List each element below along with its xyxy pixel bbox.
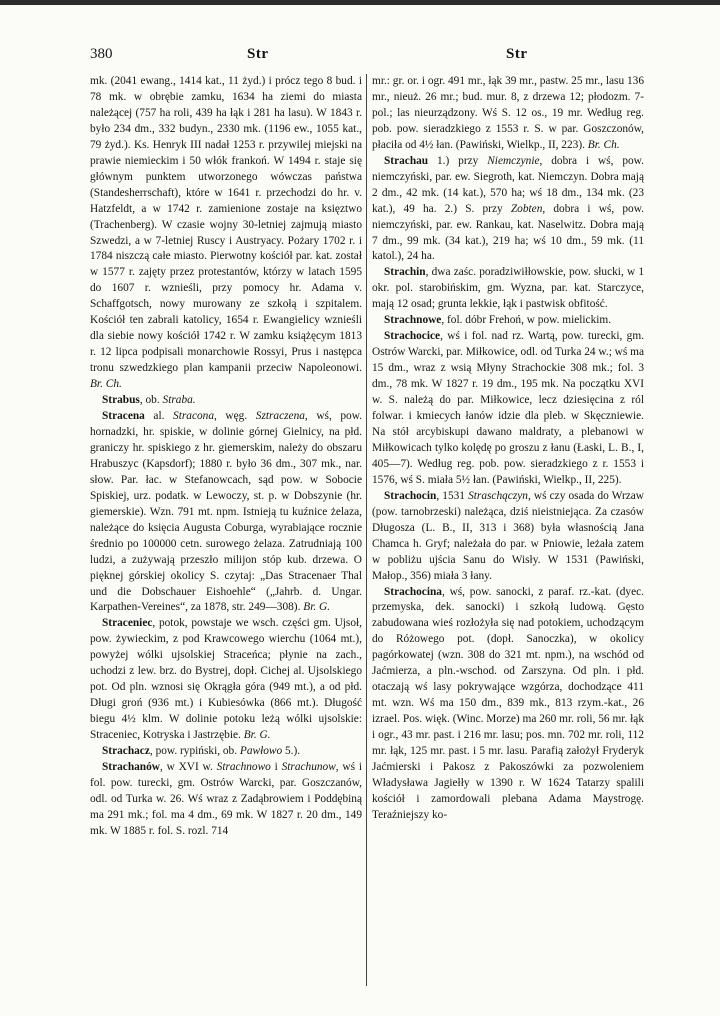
entry-strachocin [372, 489, 644, 585]
headword: Stracena [102, 410, 145, 423]
entry-text: , pow. rypiński, ob. [149, 745, 238, 758]
entry-italic: Sztraczena [255, 410, 305, 423]
entry-text: , dwa zaśc. poradziwiłłowskie, pow. słucki, w 1 okr. pol. starobińskim, gm. Wyzna, par. kat. Starczyce, mają 12 osad; grunta lekkie, łąk i pastwisk obfitość. [372, 266, 644, 311]
entry-strachacz [90, 744, 362, 760]
headword: Strachnowe [384, 314, 442, 327]
entry-text: , dobra i wś, pow. niemczyński, par. ew. Rankau, kat. Naselwitz. Dobra mają 7 dm., 99 mk. (34 kat.), 219 ha; wś 10 dm., 59 mk. (11 katol.), 24 ha. [372, 202, 644, 263]
entry-strachocina [372, 585, 644, 824]
author-signature: Br. G. [243, 729, 271, 742]
headword: Strachin [384, 266, 426, 279]
headword: Strachanów [102, 760, 160, 773]
entry-text: , w XVI w. [159, 760, 213, 773]
entry-text: al. [144, 410, 165, 423]
entry-text: i [270, 760, 278, 773]
headword: Strachocina [384, 585, 442, 598]
entry-strachau [372, 154, 644, 266]
entry-strachocice [372, 329, 644, 489]
entry-strabus [90, 393, 362, 409]
entry-text: , potok, powstaje we wsch. części gm. Ujsoł, pow. żywieckim, z pod Krawcowego wierchu (1064 mt.), powyżej wólki ujsolskiej Straceńca; płynie na zach., uchodzi z lew. brz. do Bystrej, dopł. Cichej al. Ujsolskiego pot. Od pln. wznosi się Okrągła góra (949 mt.), a od płd. Długi groń (936 mt.) i Kubiesówka (866 mt.). Długość biegu 4½ klm. W dolinie potoku leżą wólki ujsolskie: Straceniec, Kotryska i Jastrzębie. [90, 617, 362, 742]
entry-italic: Strachunow [281, 760, 336, 773]
column-divider [366, 74, 367, 986]
entry-italic: Pawłowo [239, 745, 283, 758]
entry-text: mk. (2041 ewang., 1414 kat., 11 żyd.) i prócz tego 8 bud. i 78 mk. w obrębie zamku, 1634 ha ziemi do miasta należącej (757 ha roli, 439 ha łąk i 281 ha lasu). W 1843 r. było 234 dm., 332 budyn., 2330 mk. (1196 ew., 1055 kat., 79 żyd.). Ks. Henryk III nadał 1253 r. przywilej miejski na prawie niemieckim i 50 włók frankoń. W 1494 r. staje się głównym punktem utworzonego wówczas państwa (Standesherrschaft), które w 1641 r. przechodzi do hr. v. Hatzfeldt, a w 1742 r. zamienione zostaje na księztwo (Trachenberg). W czasie wojny 30-letniej zajmują miasto Szwedzi, a w 7-letniej Ruscy i Austryacy. Pożary 1702 r. i 1784 niszczą całe miasto. Pierwotny kościół par. kat. został w 1577 r. zajęty przez protestantów, którzy w latach 1595 do 1607 r. wznieśli, przy pomocy hr. Adama v. Schaffgotsch, nowy murowany ze szkołą i szpitalem. Kościół ten zabrali katolicy, 1654 r. Ewangielicy wznieśli dla siebie nowy kościół 1742 r. W zamku książęcym 1813 r. 12 lipca podpisali monarchowie Rossyi, Prus i następca tronu szwedzkiego plan kampanii przeciw Napoleonowi. [90, 75, 362, 375]
entry-italic: Zobten [510, 202, 543, 215]
entry-text: , fol. dóbr Frehoń, w pow. mielickim. [441, 314, 612, 327]
headword: Strachocin [384, 489, 437, 502]
headword: Straceniec [102, 617, 153, 630]
page-number: 380 [90, 46, 113, 62]
entry-text: 5.). [282, 745, 301, 758]
author-signature: Br. Ch. [90, 378, 122, 391]
entry-italic: Stracona [173, 410, 215, 423]
author-signature: Br. Ch. [587, 138, 620, 151]
entry-stracena [90, 409, 362, 616]
entry-text: , wś i fol. pow. turecki, gm. Ostrów Warcki, par. Goszczanów, odl. od Turka w. 26. Wś wraz z Zadąbrowiem i Poddębiną ma 291 mk.; fol. ma 4 dm., 69 mk. W 1827 r. 20 dm., 149 mk. W 1885 r. fol. S. rozl. 714 [90, 760, 362, 837]
right-column [372, 74, 644, 824]
headword: Strachau [384, 154, 429, 167]
entry-straceniec [90, 616, 362, 744]
entry-strachin [372, 265, 644, 313]
entry-italic: Strachnowo [216, 760, 271, 773]
running-head-left: Str [247, 46, 269, 62]
headword: Strachocice [384, 330, 441, 343]
entry-text: mr.: gr. or. i ogr. 491 mr., łąk 39 mr., pastw. 25 mr., lasu 136 mr., nieuż. 26 mr.; bud. mur. 8, z drzewa 12; płodozm. 7-pol.; las nieurządzony. Wś S. 12 os., 19 mr. Według reg. pob. pow. sieradzkiego z 1553 r. S. w par. Goszczonów, płaciła od 4½ łan. (Pawiński, Wielkp., II, 223). [372, 75, 644, 151]
entry-text: , wś, pow. sanocki, z paraf. rz.-kat. (dyec. przemyska, dek. sanocki) i szkołą ludową. Gęsto zabudowana wieś rozłożyła się nad potokiem, uchodzącym do Różowego pot. (dopł. Sanoczka), w okolicy pagórkowatej (wzn. 308 do 321 mt. npm.), na wschód od Jaćmierza, a pln.-wschod. od Zarszyna. Od pln. i płd. otaczają wś lasy pokrywające wzgórza, dochodzące 411 mt. wzn. Wś ma 150 dm., 839 mk., 813 rzym.-kat., 26 izrael. Pos. więk. (Winc. Morze) ma 260 mr. roli, 56 mr. łąk i ogr., 43 mr. past. i 216 mr. lasu; pos. mn. 702 mr. roli, 112 mr. łąk, 125 mr. past. i 5 mr. lasu. Parafią założył Fryderyk Jaćmierski i Pakosz z Pakoszówki za pozwoleniem Władysława Jagiełły w 1390 r. W 1624 Tatarzy spalili kościół i zamordowali plebana Adama Maystrogę. Teraźniejszy ko- [372, 585, 644, 821]
entry-text: , 1531 [436, 489, 465, 502]
entry-italic: Straba. [162, 394, 196, 407]
headword: Strachacz [102, 745, 150, 758]
left-column [90, 74, 362, 840]
entry-text: , wś czy osada do Wrzaw (pow. tarnobrzeski) należąca, dziś nieistniejąca. Za czasów Długosza (L. B., II, 313 i 368) była własnością Jana Chamca h. Gryf; należała do par. w Pniowie, leżała zatem w pobliżu ujścia Sanu do Wisły. W 1531 (Pawiński, Małop., 356) miała 3 łany. [372, 489, 645, 582]
entry-text: , dobra i wś, pow. niemczyński, par. ew. Siegroth, kat. Niemczyn. Dobra mają 2 dm., 42 mk. (14 kat.), 570 ha; wś 18 dm., 134 mk. (23 kat.), 49 ha. 2.) S. przy [372, 154, 644, 215]
entry-text: 1.) przy [428, 154, 479, 167]
page-header [0, 46, 720, 66]
entry-text: , ob. [139, 394, 160, 407]
page-top-border [0, 0, 720, 5]
entry-strachanow-continued [90, 74, 362, 393]
entry-strachnowe [372, 313, 644, 329]
entry-text: , wś, pow. hornadzki, hr. spiskie, w dolinie górnej Gielnicy, na płd. graniczy hr. spiskiego z hr. giemerskim, należy do obszaru Hrabuszyc (Kapsdorf); 1880 r. było 36 dm., 307 mk., nar. słow. Par. łac. w Stefanowcach, sąd pow. w Sobocie Spiskiej, urz. podatk. w Lewoczy, st. p. w Dobszynie (hr. giemerskie). Wzn. 791 mt. npm. Istnieją tu kuźnice żelaza, należące do księcia Augusta Coburga, wyrabiające rocznie średnio po 100000 cetn. surowego żelaza. Zatrudniają 100 ludzi, a zużywają przeszło milijon stóp kub. drzewa. O pięknej górskiej okolicy S. czytaj: „Das Stracenaer Thal und die Dobschauer Eishoehle“ („Jahrb. d. Ungar. Karpathen-Vereines“, za 1878, str. 249—308). [90, 410, 362, 614]
author-signature: Br. G. [303, 601, 331, 614]
entry-italic: Straschączyn [468, 489, 528, 502]
entry-strachanow-continued [372, 74, 644, 154]
entry-italic: Niemczynie [487, 154, 540, 167]
headword: Strabus [102, 394, 140, 407]
entry-text: , wś i fol. nad rz. Wartą, pow. turecki, gm. Ostrów Warcki, par. Miłkowice, odl. od Turka 24 w.; wś ma 15 dm., wraz z wsią Młyny Strachockie 308 mk.; fol. 3 dm., 78 mk. W 1827 r. 19 dm., 195 mk. Na początku XVI w. S. należą do par. Miłkowice, lecz dziesięcina z ról folwar. i kmiecych łanów idzie dla pleb. w Skęczniewie. Na stół arcybiskupi dawano maldraty, a plebanowi w Miłkowicach tylko kolędę po groszu z łanu (Łaski, L. B., I, 405—7). Według reg. pob. pow. sieradzkiego z r. 1553 i 1576, wś S. miała 5½ łan. (Pawiński, Wielkp., II, 225). [372, 330, 644, 486]
entry-text: , węg. [214, 410, 248, 423]
running-head-right: Str [506, 46, 528, 62]
entry-strachanow [90, 760, 362, 840]
